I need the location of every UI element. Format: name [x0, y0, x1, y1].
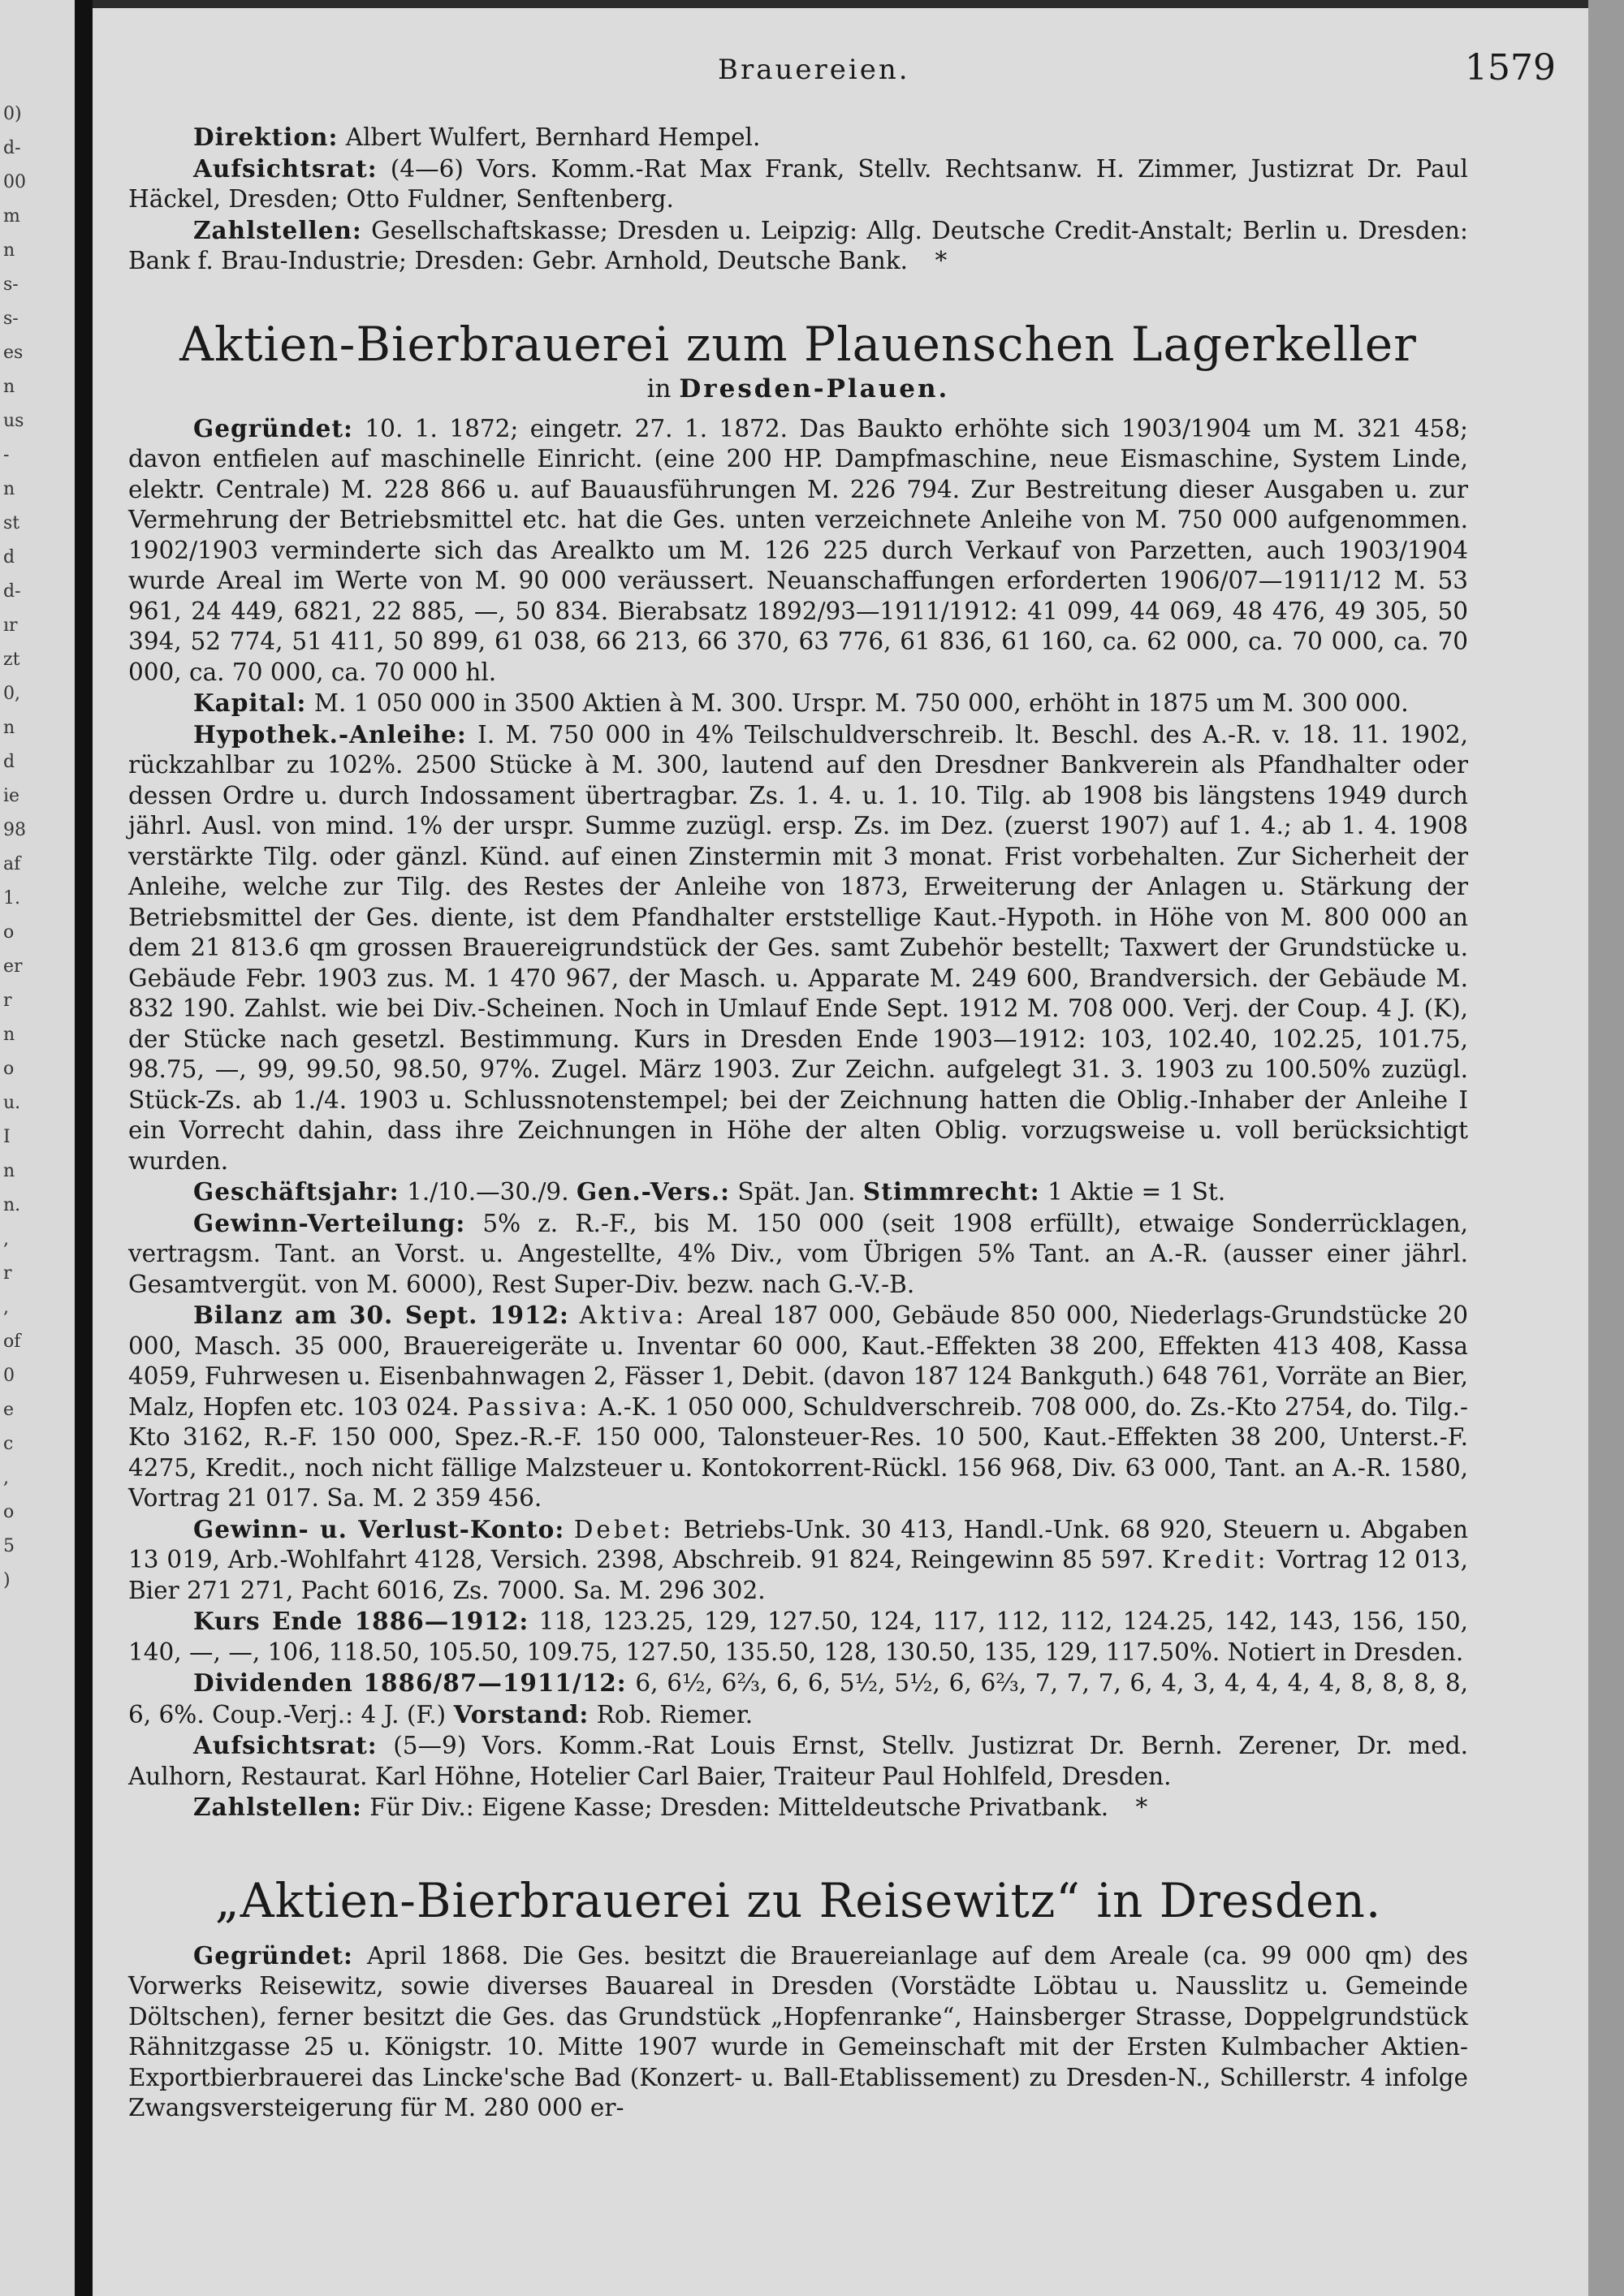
aufsichtsrat-text: (4—6) Vors. Komm.-Rat Max Frank, Stellv. Rechtsanw. H. Zimmer, Justizrat Dr. Paul Häckel, Dresden; Otto Fuldner, Senftenberg.	[128, 154, 1468, 213]
facing-page-fragment: 98	[3, 820, 26, 840]
gewinn-verlust-label: Gewinn- u. Verlust-Konto:	[193, 1514, 565, 1543]
reisewitz-gegruendet-paragraph	[128, 1940, 1468, 2124]
aktiva-text: Areal 187 000, Gebäude 850 000, Niederlags-Grundstücke 20 000, Masch. 35 000, Brauereigeräte u. Inventar 60 000, Kaut.-Effekten 38 200, Effekten 413 408, Kassa 4059, Fuhrwesen u. Eisenbahnwagen 2, Fässer 1, Debit. (davon 187 124 Bankguth.) 648 761, Vorräte an Bier, Malz, Hopfen etc. 103 024.	[128, 1301, 1468, 1421]
vorstand-label: Vorstand:	[453, 1699, 590, 1728]
gegruendet-text: 10. 1. 1872; eingetr. 27. 1. 1872. Das Baukto erhöhte sich 1903/1904 um M. 321 458; davon entfielen auf maschinelle Einricht. (eine 200 HP. Dampfmaschine, neue Eismaschine, System Linde, elektr. Centrale) M. 228 866 u. auf Bauausführungen M. 226 794. Zur Bestreitung dieser Ausgaben u. zur Vermehrung der Betriebsmittel etc. hat die Ges. unten verzeichnete Anleihe von M. 750 000 aufgenommen. 1902/1903 verminderte sich das Arealkto um M. 126 225 durch Verkauf von Parzetten, auch 1903/1904 wurde Areal im Werte von M. 90 000 veräussert. Neuanschaffungen erforderten 1906/07—1911/12 M. 53 961, 24 449, 6821, 22 885, —, 50 834. Bierabsatz 1892/93—1911/1912: 41 099, 44 069, 48 476, 49 305, 50 394, 52 774, 51 411, 50 899, 61 038, 66 213, 66 370, 63 776, 61 836, 61 160, ca. 62 000, ca. 70 000, ca. 70 000, ca. 70 000, ca. 70 000 hl.	[128, 414, 1468, 686]
facing-page-fragment: 1.	[3, 888, 20, 908]
zahlstellen-text: Für Div.: Eigene Kasse; Dresden: Mitteldeutsche Privatbank.	[369, 1793, 1109, 1821]
facing-page-fragment: -	[3, 445, 10, 465]
facing-page-fragment: o	[3, 1059, 15, 1079]
facing-page-fragment: d	[3, 547, 15, 568]
kapital-text: M. 1 050 000 in 3500 Aktien à M. 300. Urspr. M. 750 000, erhöht in 1875 um M. 300 000.	[313, 689, 1409, 717]
kapital-label: Kapital:	[193, 688, 307, 717]
company-title-reisewitz: „Aktien-Bierbrauerei zu Reisewitz“ in Dresden.	[214, 1872, 1382, 1928]
facing-page-fragment: s-	[3, 274, 19, 295]
facing-page-fragment: er	[3, 956, 23, 977]
facing-page-fragment: n.	[3, 1195, 21, 1215]
facing-page-fragment: n	[3, 1025, 15, 1045]
hypothek-paragraph	[128, 719, 1468, 1177]
bilanz-label: Bilanz am 30. Sept. 1912:	[193, 1301, 569, 1329]
facing-page-fragment: 0,	[3, 684, 20, 704]
book-gutter	[75, 0, 93, 2296]
facing-page-fragment: n	[3, 718, 15, 738]
book-page	[93, 8, 1588, 2296]
prev-zahlstellen-paragraph	[128, 215, 1468, 277]
passiva-text: A.-K. 1 050 000, Schuldverschreib. 708 000, do. Zs.-Kto 2754, do. Tilg.-Kto 3162, R.-F. 150 000, Spez.-R.-F. 150 000, Talonsteuer-Res. 10 500, Kaut.-Effekten 38 200, Unterst.-F. 4275, Kredit., noch nicht fällige Malzsteuer u. Kontokorrent-Rückl. 156 968, Div. 63 000, Tant. an A.-R. 1580, Vortrag 21 017. Sa. M. 2 359 456.	[128, 1392, 1468, 1512]
facing-page-fragment: 0)	[3, 104, 22, 124]
debet-word: Debet:	[573, 1515, 675, 1543]
gewinn-verlust-paragraph	[128, 1514, 1468, 1607]
geschaeftsjahr-paragraph	[128, 1176, 1468, 1208]
facing-page-fragment: es	[3, 343, 24, 363]
hypothek-label: Hypothek.-Anleihe:	[193, 719, 467, 749]
bilanz-paragraph	[128, 1300, 1468, 1514]
facing-page-fragment: of	[3, 1331, 21, 1352]
facing-page-fragment: I	[3, 1127, 11, 1147]
page-content	[128, 122, 1468, 2124]
facing-page-fragment: o	[3, 922, 15, 943]
dividenden-text: 6, 6½, 6⅔, 6, 6, 5½, 5½, 6, 6⅔, 7, 7, 7, 6, 4, 3, 4, 4, 4, 4, 8, 8, 8, 8, 6, 6%. Coup.-Verj.: 4 J. (F.)	[128, 1669, 1468, 1728]
facing-page-fragment: )	[3, 1570, 11, 1590]
facing-page-fragment: d	[3, 752, 15, 772]
kredit-word: Kredit:	[1161, 1546, 1269, 1573]
kurs-paragraph	[128, 1606, 1468, 1668]
kurs-label: Kurs Ende 1886—1912:	[193, 1607, 529, 1635]
running-title: Brauereien.	[718, 54, 910, 86]
facing-page-fragment: ie	[3, 786, 20, 806]
facing-page-fragment: r	[3, 990, 12, 1011]
gewinnverteilung-label: Gewinn-Verteilung:	[193, 1208, 466, 1237]
facing-page-fragment: n	[3, 240, 15, 261]
end-of-entry-mark: *	[1135, 1793, 1148, 1821]
aufsichtsrat-label: Aufsichtsrat:	[193, 1731, 378, 1759]
facing-page-fragment: n	[3, 377, 15, 397]
facing-page-edge	[0, 0, 75, 2296]
facing-page-fragment: 5	[3, 1536, 15, 1556]
aufsichtsrat-label: Aufsichtsrat:	[193, 153, 378, 183]
facing-page-fragment: e	[3, 1400, 15, 1420]
facing-page-fragment: zt	[3, 650, 20, 670]
kapital-paragraph	[128, 688, 1468, 719]
facing-page-fragment: d-	[3, 138, 21, 158]
company-city: Dresden-Plauen.	[679, 373, 950, 404]
page-header	[93, 47, 1588, 88]
page-edge-shadow	[1588, 0, 1624, 2296]
facing-page-fragment: n	[3, 479, 15, 499]
gegruendet-paragraph	[128, 413, 1468, 688]
geschaeftsjahr-label: Geschäftsjahr:	[193, 1177, 400, 1206]
facing-page-fragment: u.	[3, 1093, 21, 1113]
facing-page-fragment: s-	[3, 309, 19, 329]
company-title-plauen: Aktien-Bierbrauerei zum Plauenschen Lagerkeller	[179, 316, 1417, 372]
facing-page-fragment: ır	[3, 615, 18, 636]
aktiva-word: Aktiva:	[579, 1301, 688, 1329]
facing-page-fragment: o	[3, 1502, 15, 1522]
city-prefix: in	[646, 373, 672, 404]
passiva-word: Passiva:	[467, 1392, 591, 1421]
direktion-text: Albert Wulfert, Bernhard Hempel.	[345, 123, 761, 151]
gegruendet-text: April 1868. Die Ges. besitzt die Brauereianlage auf dem Areale (ca. 99 000 qm) des Vorwerks Reisewitz, sowie diverses Bauareal in Dresden (Vorstädte Löbtau u. Nausslitz u. Gemeinde Döltschen), ferner besitzt die Ges. das Grundstück „Hopfenranke“, Hainsberger Strasse, Doppelgrundstück Rähnitzgasse 25 u. Königstr. 10. Mitte 1907 wurde in Gemeinschaft mit der Ersten Kulmbacher Aktien-Exportbierbrauerei das Lincke'sche Bad (Konzert- u. Ball-Etablissement) zu Dresden-N., Schillerstr. 4 infolge Zwangsversteigerung für M. 280 000 er-	[128, 1941, 1468, 2121]
page-number: 1579	[1465, 47, 1556, 88]
geschaeftsjahr-text: 1./10.—30./9.	[407, 1178, 569, 1206]
facing-page-fragment: ,	[3, 1468, 9, 1488]
stimmrecht-label: Stimmrecht:	[862, 1177, 1040, 1206]
vorstand-text: Rob. Riemer.	[596, 1700, 754, 1728]
facing-page-fragment: 0	[3, 1366, 15, 1386]
genvers-text: Spät. Jan.	[737, 1178, 856, 1206]
end-of-entry-mark: *	[935, 247, 948, 274]
zahlstellen-label: Zahlstellen:	[193, 215, 362, 244]
facing-page-fragment: r	[3, 1263, 12, 1284]
stimmrecht-text: 1 Aktie = 1 St.	[1047, 1178, 1226, 1206]
gewinnverteilung-text: 5% z. R.-F., bis M. 150 000 (seit 1908 erfüllt), etwaige Sonderrücklagen, vertragsm. Tant. an Vorst. u. Angestellte, 4% Div., vom Übrigen 5% Tant. an A.-R. (ausser einer jährl. Gesamtvergüt. von M. 6000), Rest Super-Div. bezw. nach G.-V.-B.	[128, 1209, 1468, 1298]
zahlstellen-paragraph	[128, 1792, 1468, 1823]
prev-aufsichtsrat-paragraph	[128, 153, 1468, 215]
facing-page-fragment: n	[3, 1161, 15, 1181]
company-city-line	[128, 373, 1468, 405]
facing-page-fragment: st	[3, 513, 20, 533]
aufsichtsrat-text: (5—9) Vors. Komm.-Rat Louis Ernst, Stellv. Justizrat Dr. Bernh. Zerener, Dr. med. Aulhorn, Restaurat. Karl Höhne, Hotelier Carl Baier, Traiteur Paul Hohlfeld, Dresden.	[128, 1732, 1468, 1790]
hypothek-text: I. M. 750 000 in 4% Teilschuldverschreib. lt. Beschl. des A.-R. v. 18. 11. 1902, rückzahlbar zu 102%. 2500 Stücke à M. 300, lautend auf den Dresdner Bankverein als Pfandhalter oder dessen Ordre u. durch Indossament übertragbar. Zs. 1. 4. u. 1. 10. Tilg. ab 1908 bis längstens 1949 durch jährl. Ausl. von mind. 1% der urspr. Summe zuzügl. ersp. Zs. im Dez. (zuerst 1907) auf 1. 4.; ab 1. 4. 1908 verstärkte Tilg. oder gänzl. Künd. auf einen Zinstermin mit 3 monat. Frist vorbehalten. Zur Sicherheit der Anleihe, welche zur Tilg. des Restes der Anleihe von 1873, Erweiterung der Anlagen u. Stärkung der Betriebsmittel der Ges. diente, ist dem Pfandhalter erststellige Kaut.-Hypoth. in Höhe von M. 800 000 an dem 21 813.6 qm grossen Brauereigrundstück der Ges. samt Zubehör bestellt; Taxwert der Grundstücke u. Gebäude Febr. 1903 zus. M. 1 470 967, der Masch. u. Apparate M. 249 600, Brandversich. der Gebäude M. 832 190. Zahlst. wie bei Div.-Scheinen. Noch in Umlauf Ende Sept. 1912 M. 708 000. Verj. der Coup. 4 J. (K), der Stücke nach gesetzl. Bestimmung. Kurs in Dresden Ende 1903—1912: 103, 102.40, 102.25, 101.75, 98.75, —, 99, 99.50, 98.50, 97%. Zugel. März 1903. Zur Zeichn. aufgelegt 31. 3. 1903 zu 100.50% zuzügl. Stück-Zs. ab 1./4. 1903 u. Schlussnotenstempel; bei der Zeichnung hatten die Oblig.-Inhaber der Anleihe I ein Vorrecht dahin, dass ihre Zeichnungen in Höhe der alten Oblig. vorzugsweise u. voll berücksichtigt wurden.	[128, 720, 1468, 1175]
facing-page-fragment: m	[3, 206, 20, 227]
debet-text: Betriebs-Unk. 30 413, Handl.-Unk. 68 920, Steuern u. Abgaben 13 019, Arb.-Wohlfahrt 4128, Versich. 2398, Abschreib. 91 824, Reingewinn 85 597.	[128, 1515, 1468, 1573]
zahlstellen-text: Gesellschaftskasse; Dresden u. Leipzig: Allg. Deutsche Credit-Anstalt; Berlin u. Dresden: Bank f. Brau-Industrie; Dresden: Gebr. Arnhold, Deutsche Bank.	[128, 216, 1468, 274]
kurs-text: 118, 123.25, 129, 127.50, 124, 117, 112, 112, 124.25, 142, 143, 156, 150, 140, —, —, 106, 118.50, 105.50, 109.75, 127.50, 135.50, 128, 130.50, 135, 129, 117.50%. Notiert in Dresden.	[128, 1608, 1468, 1666]
facing-page-fragment: us	[3, 411, 24, 431]
dividenden-label: Dividenden 1886/87—1911/12:	[193, 1668, 627, 1697]
facing-page-fragment: c	[3, 1434, 14, 1454]
prev-direktion-paragraph	[128, 122, 1468, 153]
facing-page-fragment: d-	[3, 581, 21, 602]
aufsichtsrat-paragraph	[128, 1730, 1468, 1792]
direktion-label: Direktion:	[193, 123, 339, 151]
facing-page-fragment: ,	[3, 1297, 9, 1318]
genvers-label: Gen.-Vers.:	[576, 1177, 731, 1206]
gegruendet-label: Gegründet:	[193, 413, 353, 442]
dividenden-paragraph	[128, 1668, 1468, 1730]
gewinnverteilung-paragraph	[128, 1208, 1468, 1301]
facing-page-fragment: af	[3, 854, 21, 874]
gegruendet-label: Gegründet:	[193, 1940, 353, 1970]
facing-page-fragment: ,	[3, 1229, 9, 1249]
facing-page-fragment: 00	[3, 172, 26, 192]
kredit-text: Vortrag 12 013, Bier 271 271, Pacht 6016, Zs. 7000. Sa. M. 296 302.	[128, 1546, 1468, 1604]
zahlstellen-label: Zahlstellen:	[193, 1793, 362, 1821]
